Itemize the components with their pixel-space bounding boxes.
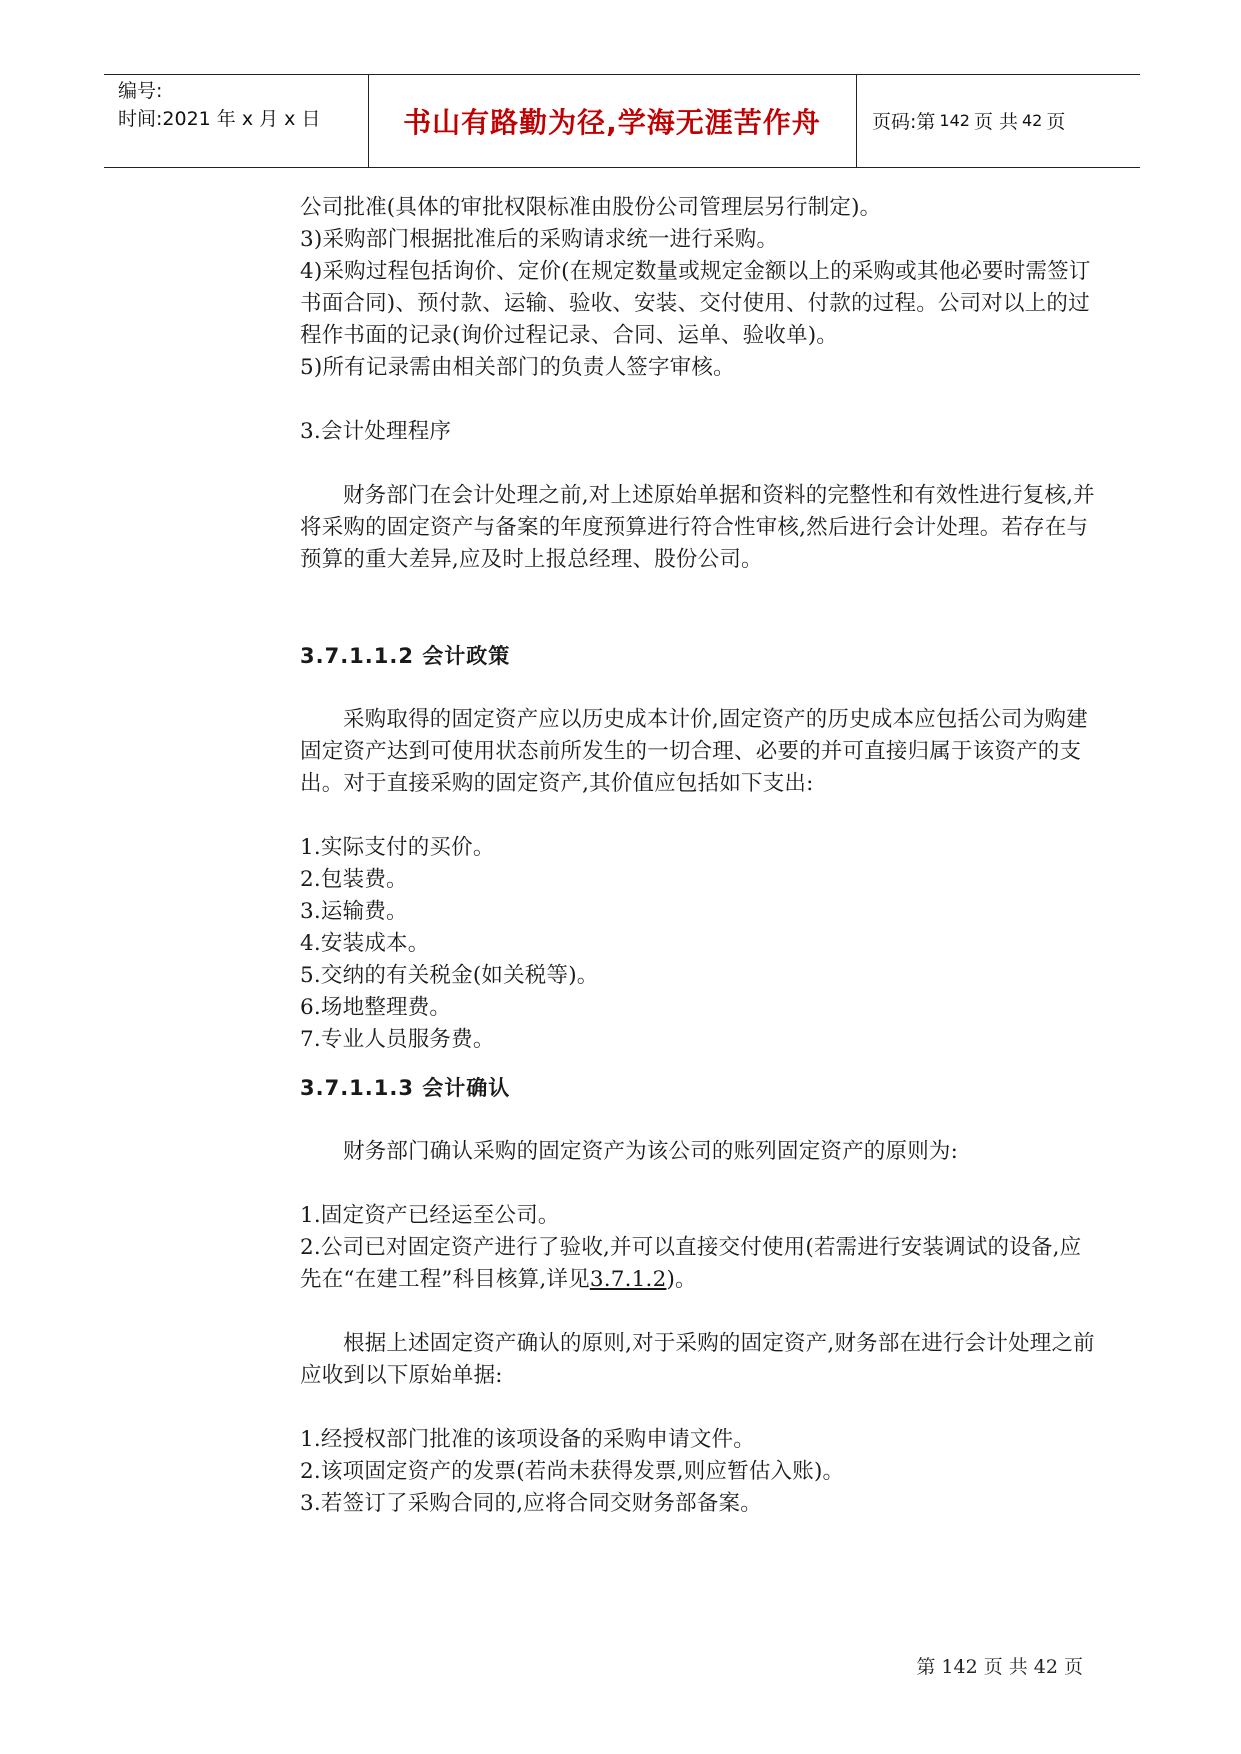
paragraph: 根据上述固定资产确认的原则,对于采购的固定资产,财务部在进行会计处理之前应收到以下原始单据: — [300, 1331, 1095, 1388]
paragraph — [300, 1232, 1100, 1296]
paragraph: 财务部门确认采购的固定资产为该公司的账列固定资产的原则为: — [343, 1139, 959, 1164]
header-page-mid: 页 共 — [973, 111, 1018, 133]
document-body — [300, 192, 1100, 1520]
list-item: 6.场地整理费。 — [300, 995, 452, 1020]
paragraph-text: 2.公司已对固定资产进行了验收,并可以直接交付使用(若需进行安装调试的设备,应先在“在建工程”科目核算,详见 — [300, 1235, 1082, 1292]
header-time-label: 时间:2021 年 x 月 x 日 — [118, 108, 321, 130]
paragraph: 财务部门在会计处理之前,对上述原始单据和资料的完整性和有效性进行复核,并将采购的固定资产与备案的年度预算进行符合性审核,然后进行会计处理。若存在与预算的重大差异,应及时上报总经理、股份公司。 — [300, 483, 1095, 572]
paragraph-text: )。 — [666, 1267, 697, 1292]
header-page-current: 142 — [939, 111, 970, 130]
header-code-label: 编号: — [118, 80, 163, 102]
list-item: 2.包装费。 — [300, 867, 408, 892]
paragraph: 4)采购过程包括询价、定价(在规定数量或规定金额以上的采购或其他必要时需签订书面合同)、预付款、运输、验收、安装、交付使用、付款的过程。公司对以上的过程作书面的记录(询价过程记录、合同、运单、验收单)。 — [300, 259, 1091, 348]
cost-item-list — [300, 832, 1100, 1056]
list-item: 7.专业人员服务费。 — [300, 1027, 495, 1052]
list-item: 4.安装成本。 — [300, 931, 430, 956]
list-item: 2.该项固定资产的发票(若尚未获得发票,则应暂估入账)。 — [300, 1459, 845, 1484]
paragraph: 5)所有记录需由相关部门的负责人签字审核。 — [300, 355, 735, 380]
section-reference-link[interactable]: 3.7.1.2 — [589, 1267, 667, 1292]
paragraph: 3)采购部门根据批准后的采购请求统一进行采购。 — [300, 227, 779, 252]
header-meta — [118, 77, 320, 133]
paragraph: 采购取得的固定资产应以历史成本计价,固定资产的历史成本应包括公司为购建固定资产达到可使用状态前所发生的一切合理、必要的并可直接归属于该资产的支出。对于直接采购的固定资产,其价值应包括如下支出: — [300, 707, 1088, 796]
section-title: 3.会计处理程序 — [300, 419, 452, 444]
paragraph: 1.固定资产已经运至公司。 — [300, 1203, 560, 1228]
list-item: 1.实际支付的买价。 — [300, 835, 495, 860]
header-motto: 书山有路勤为径,学海无涯苦作舟 — [403, 105, 821, 139]
page-header — [104, 74, 1140, 168]
section-heading: 3.7.1.1.2 会计政策 — [300, 644, 511, 668]
list-item: 1.经授权部门批准的该项设备的采购申请文件。 — [300, 1427, 755, 1452]
list-item: 3.若签订了采购合同的,应将合同交财务部备案。 — [300, 1491, 762, 1516]
paragraph: 公司批准(具体的审批权限标准由股份公司管理层另行制定)。 — [300, 195, 882, 220]
document-list — [300, 1424, 1100, 1520]
section-heading: 3.7.1.1.3 会计确认 — [300, 1076, 511, 1100]
header-page-info — [856, 75, 1140, 166]
header-page-prefix: 页码:第 — [872, 111, 936, 133]
page-footer: 第 142 页 共 42 页 — [916, 1656, 1083, 1678]
list-item: 3.运输费。 — [300, 899, 408, 924]
header-page-total: 42 — [1022, 111, 1043, 130]
list-item: 5.交纳的有关税金(如关税等)。 — [300, 963, 599, 988]
header-page-suffix: 页 — [1046, 111, 1066, 133]
